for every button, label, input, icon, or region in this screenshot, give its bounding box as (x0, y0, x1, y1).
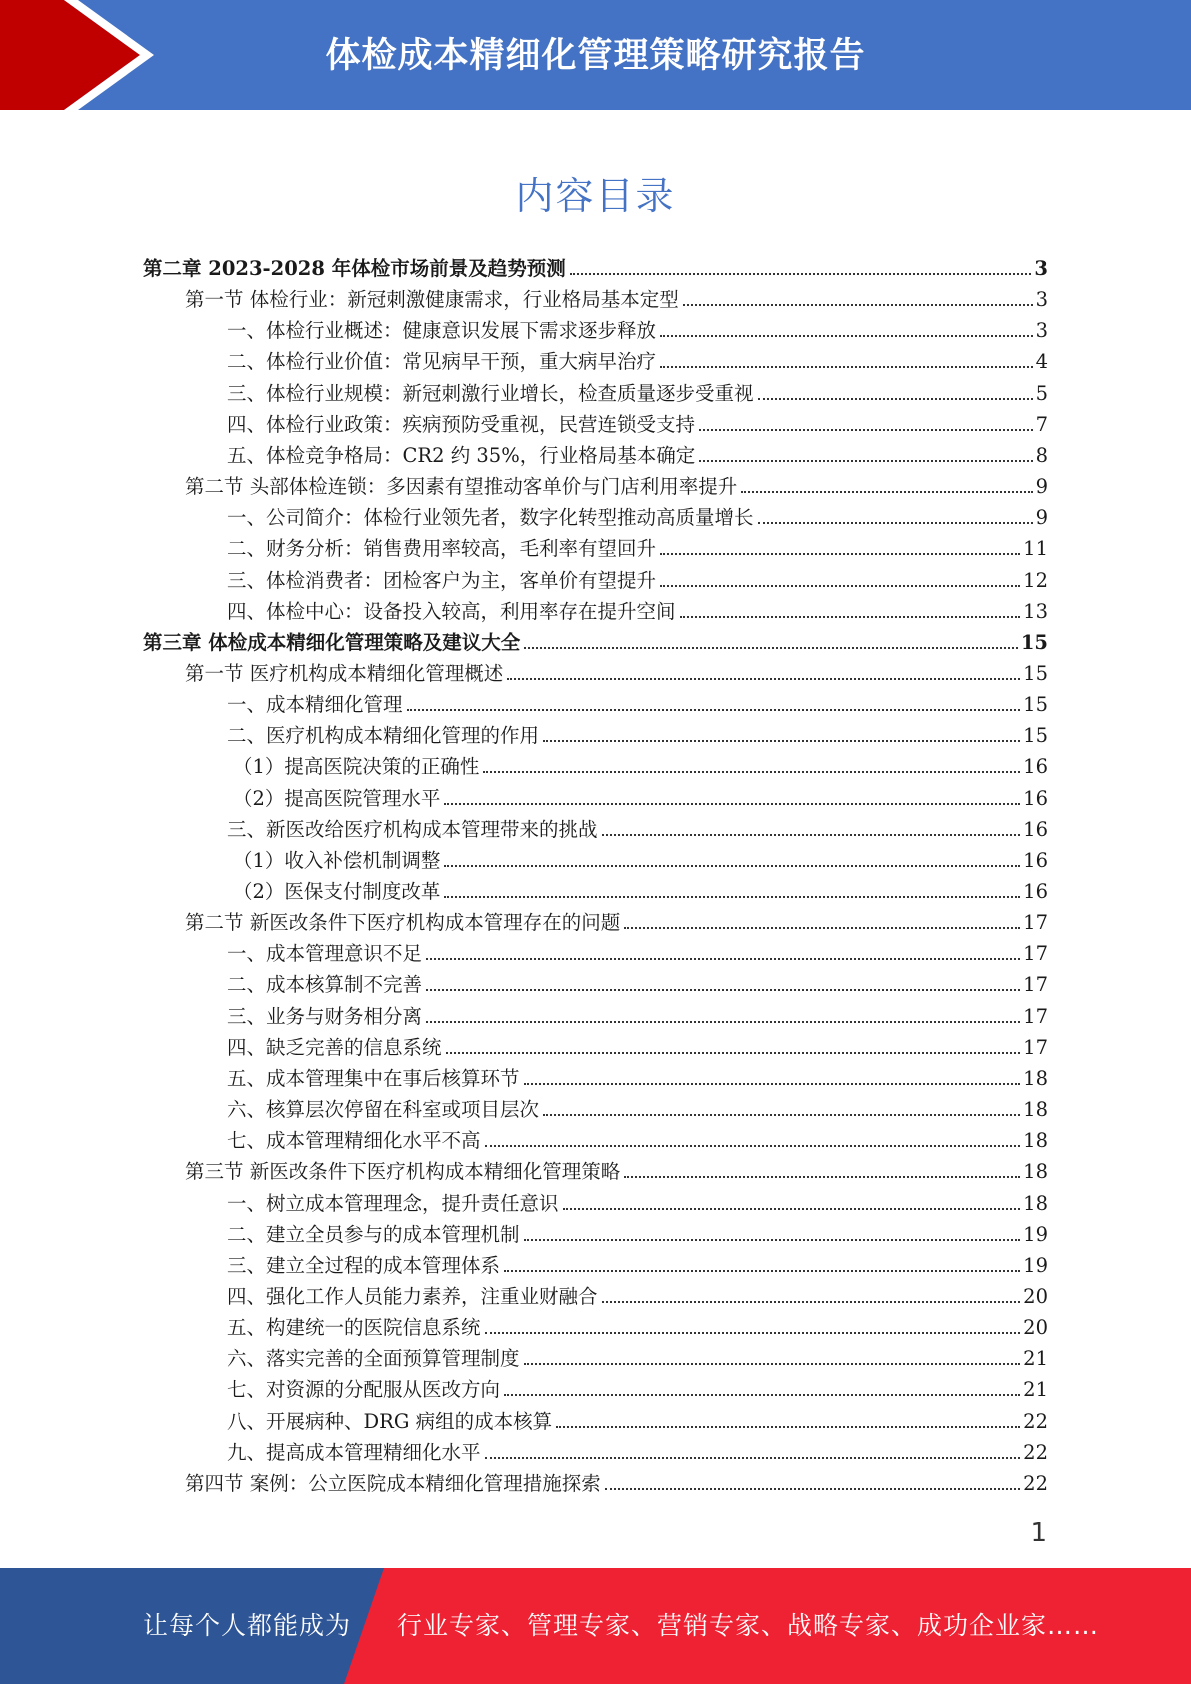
toc-entry-text: （1）收入补偿机制调整 (233, 848, 441, 872)
toc-page-number: 21 (1023, 1347, 1048, 1371)
toc-item-entry[interactable] (227, 1281, 1048, 1312)
toc-page-number: 19 (1023, 1222, 1048, 1246)
toc-dot-leader (556, 1426, 1020, 1428)
header-banner (0, 0, 1191, 110)
toc-item-entry[interactable] (227, 346, 1048, 377)
toc-entry-text: 五、体检竞争格局：CR2 约 35%，行业格局基本确定 (227, 443, 696, 467)
toc-entry-text: 四、缺乏完善的信息系统 (227, 1035, 442, 1059)
toc-dot-leader (624, 927, 1020, 929)
toc-dot-leader (426, 958, 1020, 960)
toc-item-entry[interactable] (227, 409, 1048, 440)
toc-entry-text: 第二节 新医改条件下医疗机构成本管理存在的问题 (185, 911, 621, 935)
toc-page-number: 18 (1023, 1066, 1048, 1090)
toc-page-number: 16 (1023, 848, 1048, 872)
toc-page-number: 5 (1035, 381, 1048, 405)
toc-dot-leader (444, 865, 1020, 867)
toc-item-entry[interactable] (227, 938, 1048, 969)
toc-dot-leader (446, 1052, 1021, 1054)
toc-section-entry[interactable] (185, 907, 1048, 938)
toc-item-entry[interactable] (227, 440, 1048, 471)
toc-entry-text: 四、强化工作人员能力素养，注重业财融合 (227, 1284, 598, 1308)
toc-dot-leader (699, 429, 1033, 431)
toc-entry-text: 一、树立成本管理理念，提升责任意识 (227, 1191, 559, 1215)
toc-entry-text: 五、成本管理集中在事后核算环节 (227, 1066, 520, 1090)
toc-page-number: 22 (1023, 1471, 1048, 1495)
toc-dot-leader (426, 1021, 1020, 1023)
toc-item-entry[interactable] (227, 1312, 1048, 1343)
toc-entry-text: 二、建立全员参与的成本管理机制 (227, 1222, 520, 1246)
toc-dot-leader (543, 1114, 1020, 1116)
toc-entry-text: 第三节 新医改条件下医疗机构成本精细化管理策略 (185, 1160, 621, 1184)
toc-entry-text: 二、医疗机构成本精细化管理的作用 (227, 724, 540, 748)
toc-entry-text: 二、成本核算制不完善 (227, 973, 423, 997)
toc-entry-text: 四、体检中心：设备投入较高，利用率存在提升空间 (227, 599, 676, 623)
toc-dot-leader (602, 1301, 1021, 1303)
toc-item-entry[interactable] (227, 1406, 1048, 1437)
toc-item-entry[interactable] (233, 876, 1048, 907)
toc-item-entry[interactable] (233, 783, 1048, 814)
toc-dot-leader (602, 834, 1021, 836)
toc-dot-leader (680, 616, 1021, 618)
footer-slogan-left: 让每个人都能成为 (143, 1611, 352, 1640)
toc-page-number: 9 (1035, 506, 1048, 530)
toc-item-entry[interactable] (227, 502, 1048, 533)
toc-entry-text: 一、公司简介：体检行业领先者，数字化转型推动高质量增长 (227, 506, 754, 530)
toc-entry-text: 九、提高成本管理精细化水平 (227, 1440, 481, 1464)
toc-page-number: 3 (1035, 319, 1048, 343)
toc-entry-text: 一、成本管理意识不足 (227, 942, 423, 966)
toc-entry-text: 第一节 医疗机构成本精细化管理概述 (185, 661, 504, 685)
toc-dot-leader (485, 1457, 1021, 1459)
toc-item-entry[interactable] (227, 1250, 1048, 1281)
toc-page-number: 20 (1023, 1284, 1048, 1308)
toc-item-entry[interactable] (227, 1094, 1048, 1125)
toc-item-entry[interactable] (227, 565, 1048, 596)
toc-dot-leader (563, 1208, 1021, 1210)
toc-entry-text: 三、建立全过程的成本管理体系 (227, 1253, 501, 1277)
toc-entry-text: 二、体检行业价值：常见病早干预，重大病早治疗 (227, 350, 657, 374)
toc-entry-text: 第二章 2023-2028 年体检市场前景及趋势预测 (143, 257, 566, 280)
toc-page-number: 3 (1035, 288, 1048, 312)
toc-title: 内容目录 (515, 174, 676, 218)
toc-page-number: 17 (1023, 1004, 1048, 1028)
toc-item-entry[interactable] (227, 1343, 1048, 1374)
toc-entry-text: 第一节 体检行业：新冠刺激健康需求，行业格局基本定型 (185, 288, 679, 312)
toc-page-number: 11 (1023, 537, 1048, 561)
toc-dot-leader (660, 585, 1020, 587)
toc-page-number: 7 (1035, 412, 1048, 436)
toc-page-number: 8 (1035, 443, 1048, 467)
toc-entry-text: 一、成本精细化管理 (227, 693, 403, 717)
toc-section-entry[interactable] (185, 1468, 1048, 1499)
toc-page-number: 9 (1035, 475, 1048, 499)
toc-entry-text: 三、新医改给医疗机构成本管理带来的挑战 (227, 817, 598, 841)
toc-item-entry[interactable] (227, 533, 1048, 564)
toc-dot-leader (660, 366, 1033, 368)
toc-dot-leader (660, 553, 1020, 555)
toc-dot-leader (407, 709, 1021, 711)
toc-item-entry[interactable] (227, 720, 1048, 751)
toc-entry-text: 三、业务与财务相分离 (227, 1004, 423, 1028)
toc-chapter-entry[interactable] (143, 627, 1048, 658)
footer-slogan-right: 行业专家、管理专家、营销专家、战略专家、成功企业家…… (397, 1611, 1100, 1640)
toc-dot-leader (524, 647, 1018, 649)
toc-dot-leader (683, 304, 1033, 306)
toc-page-number: 22 (1023, 1409, 1048, 1433)
toc-item-entry[interactable] (227, 969, 1048, 1000)
toc-item-entry[interactable] (227, 1437, 1048, 1468)
toc-entry-text: 七、成本管理精细化水平不高 (227, 1129, 481, 1153)
toc-entry-text: （2）提高医院管理水平 (233, 786, 441, 810)
toc-item-entry[interactable] (227, 596, 1048, 627)
toc-page-number: 15 (1023, 661, 1048, 685)
toc-entry-text: 第二节 头部体检连锁：多因素有望推动客单价与门店利用率提升 (185, 475, 738, 499)
toc-section-entry[interactable] (185, 1156, 1048, 1187)
toc-page-number: 15 (1020, 630, 1048, 654)
toc-page-number: 18 (1023, 1129, 1048, 1153)
toc-dot-leader (507, 678, 1020, 680)
toc-dot-leader (758, 398, 1033, 400)
toc-dot-leader (524, 1083, 1021, 1085)
toc-entry-text: 二、财务分析：销售费用率较高，毛利率有望回升 (227, 537, 657, 561)
toc-item-entry[interactable] (227, 689, 1048, 720)
toc-section-entry[interactable] (185, 284, 1048, 315)
toc-page-number: 22 (1023, 1440, 1048, 1464)
toc-page-number: 17 (1023, 911, 1048, 935)
toc-dot-leader (758, 522, 1033, 524)
toc-dot-leader (426, 989, 1020, 991)
toc-page-number: 16 (1023, 880, 1048, 903)
toc-dot-leader (504, 1394, 1020, 1396)
toc-dot-leader (444, 803, 1020, 805)
toc-page-number: 20 (1023, 1316, 1048, 1340)
toc-page-number: 3 (1034, 257, 1048, 280)
toc-page-number: 18 (1023, 1160, 1048, 1184)
toc-entry-text: 六、核算层次停留在科室或项目层次 (227, 1098, 540, 1122)
toc-entry-text: （1）提高医院决策的正确性 (233, 755, 480, 779)
toc-page-number: 18 (1023, 1098, 1048, 1122)
toc-page-number: 13 (1023, 599, 1048, 623)
toc-entry-text: 第四节 案例：公立医院成本精细化管理措施探索 (185, 1471, 601, 1495)
report-title: 体检成本精细化管理策略研究报告 (325, 36, 866, 76)
toc-dot-leader (741, 491, 1032, 493)
toc-entry-text: 六、落实完善的全面预算管理制度 (227, 1347, 520, 1371)
toc-item-entry[interactable] (227, 1063, 1048, 1094)
toc-item-entry[interactable] (233, 751, 1048, 782)
toc-item-entry[interactable] (227, 1374, 1048, 1405)
toc-item-entry[interactable] (227, 1001, 1048, 1032)
toc-dot-leader (483, 771, 1020, 773)
toc-dot-leader (699, 460, 1032, 462)
toc-page-number: 17 (1023, 942, 1048, 966)
toc-entry-text: 七、对资源的分配服从医改方向 (227, 1378, 501, 1402)
toc-item-entry[interactable] (227, 315, 1048, 346)
toc-dot-leader (485, 1332, 1021, 1334)
toc-item-entry[interactable] (227, 1219, 1048, 1250)
toc-page-number: 19 (1023, 1253, 1048, 1277)
toc-page-number: 21 (1023, 1378, 1048, 1402)
toc-entry-text: 五、构建统一的医院信息系统 (227, 1316, 481, 1340)
toc-entry-text: 三、体检行业规模：新冠刺激行业增长，检查质量逐步受重视 (227, 381, 754, 405)
toc-page-number: 18 (1023, 1191, 1048, 1215)
toc-entry-text: 一、体检行业概述：健康意识发展下需求逐步释放 (227, 319, 657, 343)
toc-page-number: 15 (1023, 693, 1048, 717)
toc-item-entry[interactable] (227, 1125, 1048, 1156)
toc-dot-leader (524, 1363, 1021, 1365)
toc-dot-leader (624, 1176, 1020, 1178)
toc-page-number: 17 (1023, 1035, 1048, 1059)
toc-entry-text: （2）医保支付制度改革 (233, 880, 441, 903)
toc-page-number: 16 (1023, 786, 1048, 810)
toc-dot-leader (485, 1145, 1021, 1147)
toc-item-entry[interactable] (227, 1188, 1048, 1219)
toc-dot-leader (660, 335, 1033, 337)
toc-page-number: 16 (1023, 817, 1048, 841)
page-number: 1 (1030, 1518, 1047, 1548)
toc-dot-leader (570, 273, 1032, 275)
toc-dot-leader (444, 896, 1020, 898)
toc-dot-leader (543, 740, 1020, 742)
toc-entry-text: 八、开展病种、DRG 病组的成本核算 (227, 1409, 553, 1433)
toc-item-entry[interactable] (227, 1032, 1048, 1063)
toc-item-entry[interactable] (227, 378, 1048, 409)
toc-page-number: 15 (1023, 724, 1048, 748)
toc-page-number: 17 (1023, 973, 1048, 997)
toc-chapter-entry[interactable] (143, 253, 1048, 284)
footer-banner (0, 1568, 1191, 1684)
toc-item-entry[interactable] (233, 845, 1048, 876)
toc-section-entry[interactable] (185, 471, 1048, 502)
toc-entry-text: 四、体检行业政策：疾病预防受重视，民营连锁受支持 (227, 412, 696, 436)
toc-page-number: 16 (1023, 755, 1048, 779)
toc-dot-leader (524, 1239, 1021, 1241)
toc-entry-text: 第三章 体检成本精细化管理策略及建议大全 (143, 630, 521, 654)
toc-entry-text: 三、体检消费者：团检客户为主，客单价有望提升 (227, 568, 657, 592)
toc-page-number: 4 (1035, 350, 1048, 374)
toc-dot-leader (605, 1488, 1020, 1490)
toc-dot-leader (504, 1270, 1020, 1272)
toc-section-entry[interactable] (185, 658, 1048, 689)
toc-item-entry[interactable] (227, 814, 1048, 845)
toc-page-number: 12 (1023, 568, 1048, 592)
